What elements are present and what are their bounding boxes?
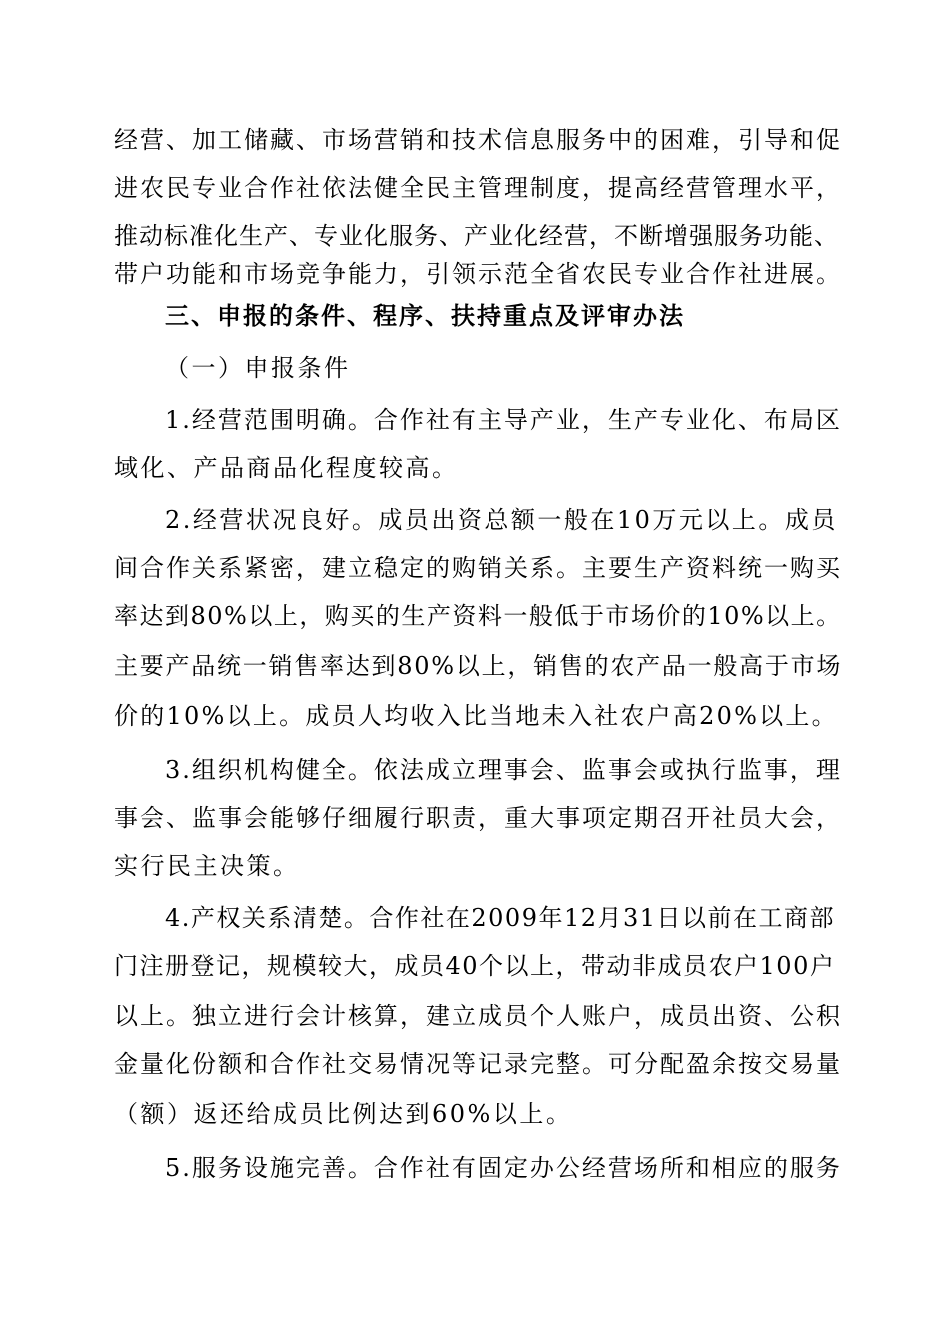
subsection-heading: （一）申报条件 [165,354,351,382]
paragraph-line: 门注册登记，规模较大，成员40个以上，带动非成员农户100户 [114,952,836,980]
paragraph-line: 2.经营状况良好。成员出资总额一般在10万元以上。成员 [165,506,838,534]
paragraph-line: 率达到80%以上，购买的生产资料一般低于市场价的10%以上。 [114,602,842,630]
paragraph-line: 实行民主决策。 [114,852,300,880]
paragraph-line: 1.经营范围明确。合作社有主导产业，生产专业化、布局区 [165,406,842,434]
paragraph-line: 4.产权关系清楚。合作社在2009年12月31日以前在工商部 [165,904,836,932]
paragraph-line: 间合作关系紧密，建立稳定的购销关系。主要生产资料统一购买 [114,554,842,582]
paragraph-line: 5.服务设施完善。合作社有固定办公经营场所和相应的服务 [165,1154,842,1182]
paragraph-line: 主要产品统一销售率达到80%以上，销售的农产品一般高于市场 [114,652,843,680]
paragraph-line: 价的10%以上。成员人均收入比当地未入社农户高20%以上。 [114,702,838,730]
paragraph-line: （额）返还给成员比例达到60%以上。 [114,1100,573,1128]
paragraph-line: 带户功能和市场竞争能力，引领示范全省农民专业合作社进展。 [114,260,842,288]
paragraph-line: 金量化份额和合作社交易情况等记录完整。可分配盈余按交易量 [114,1050,842,1078]
section-heading: 三、申报的条件、程序、扶持重点及评审办法 [165,302,685,330]
paragraph-line: 3.组织机构健全。依法成立理事会、监事会或执行监事，理 [165,756,842,784]
paragraph-line: 事会、监事会能够仔细履行职责，重大事项定期召开社员大会， [114,804,842,832]
paragraph-line: 推动标准化生产、专业化服务、产业化经营，不断增强服务功能、 [114,222,839,250]
paragraph-line: 经营、加工储藏、市场营销和技术信息服务中的困难，引导和促 [114,126,842,154]
paragraph-line: 域化、产品商品化程度较高。 [114,454,459,482]
paragraph-line: 以上。独立进行会计核算，建立成员个人账户，成员出资、公积 [114,1002,842,1030]
paragraph-line: 进农民专业合作社依法健全民主管理制度，提高经营管理水平， [114,174,842,202]
